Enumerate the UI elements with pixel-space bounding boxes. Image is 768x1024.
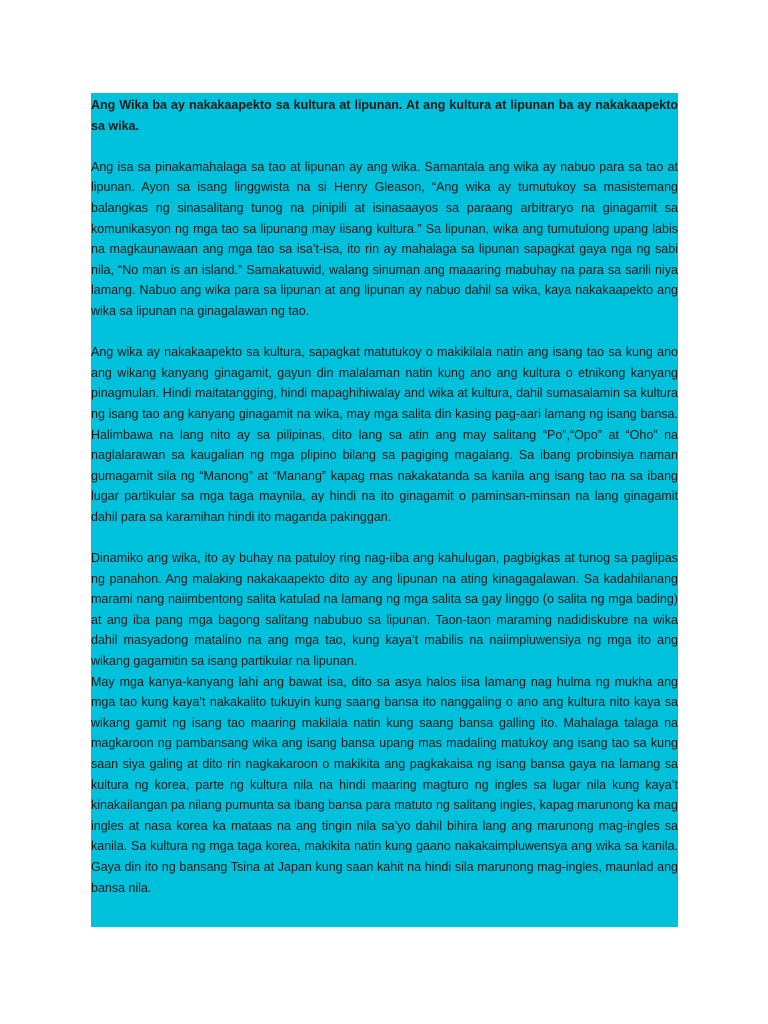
paragraph-spacer <box>91 136 678 157</box>
paragraph-spacer <box>91 322 678 343</box>
paragraph-spacer <box>91 527 678 548</box>
document-title: Ang Wika ba ay nakakaapekto sa kultura at lipunan. At ang kultura at lipunan ba ay nakakaapekto sa wika. <box>91 98 678 133</box>
paragraph-1: Ang isa sa pinakamahalaga sa tao at lipunan ay ang wika. Samantala ang wika ay nabuo para sa tao at lipunan. Ayon sa isang linggwista na si Henry Gleason, “Ang wika ay tumutukoy sa masistemang balangkas ng sinasalitang tunog na pinipili at isinasaayos sa paraang arbitraryo na ginagamit sa komunikasyon ng mga tao sa lipunang may iisang kultura.” Sa lipunan, wika ang tumutulong upang labis na magkaunawaan ang mga tao sa isa’t-isa, ito rin ay mahalaga sa lipunan sapagkat gaya nga ng sabi nila, “No man is an island.” Samakatuwid, walang sinuman ang maaaring mabuhay na para sa sarili niya lamang. Nabuo ang wika para sa lipunan at ang lipunan ay nabuo dahil sa wika, kaya nakakaapekto ang wika sa lipunan na ginagalawan ng tao. <box>91 159 678 318</box>
document-text-block <box>91 93 678 927</box>
paragraph-3: Dinamiko ang wika, ito ay buhay na patuloy ring nag-iiba ang kahulugan, pagbigkas at tunog sa paglipas ng panahon. Ang malaking nakakaapekto dito ay ang lipunan na ating kinagagalawan. Sa kadahilanang marami nang naiimbentong salita katulad na lamang ng mga salita sa gay linggo (o salita ng mga bading) at ang iba pang mga bagong salitang nabubuo sa lipunan. Taon-taon maraming nadidiskubre na wika dahil masyadong matalino na ang mga tao, kung kaya’t mabilis na naiimpluwensiya ng mga ito ang wikang gagamitin sa isang partikular na lipunan. <box>91 551 678 669</box>
paragraph-2: Ang wika ay nakakaapekto sa kultura, sapagkat matutukoy o makikilala natin ang isang tao sa kung ano ang wikang kanyang ginagamit, gayun din malalaman natin kung ano ang kultura o etnikong kanyang pinagmulan. Hindi maitatangging, hindi mapaghihiwalay and wika at kultura, dahil sumasalamin sa kultura ng isang tao ang kanyang ginagamit na wika, may mga salita din kasing pag-aari lamang ng isang bansa. Halimbawa na lang nito ay sa pilipinas, dito lang sa atin ang may salitang “Po”,“Opo” at “Oho” na naglalarawan sa kaugalian ng mga plipino bilang sa pagiging magalang. Sa ibang probinsiya naman gumagamit sila ng “Manong” at “Manang” kapag mas nakakatanda sa kanila ang isang tao na sa ibang lugar partikular sa mga taga maynila, ay hindi na ito ginagamit o paminsan-minsan na lang ginagamit dahil para sa karamihan hindi ito maganda pakinggan. <box>91 345 678 524</box>
paragraph-4: May mga kanya-kanyang lahi ang bawat isa, dito sa asya halos iisa lamang nag hulma ng mukha ang mga tao kung kaya’t nakakalito tukuyin kung saang bansa ito nanggaling o ano ang kultura nito kaya sa wikang gamit ng isang tao maaring makilala natin kung saang bansa galling ito. Mahalaga talaga na magkaroon ng pambansang wika ang isang bansa upang mas madaling matukoy ang isang tao sa kung saan siya galing at dito rin nagkakaroon o makikita ang pagkakaisa ng isang bansa gaya na lamang sa kultura ng korea, parte ng kultura nila na hindi maaring magturo ng ingles sa lugar nila kung kaya’t kinakailangan pa nilang pumunta sa ibang bansa para matuto ng salitang ingles, kapag marunong ka mag ingles at nasa korea ka mataas na ang tingin nila sa’yo dahil bihira lang ang marunong mag-ingles sa kanila. Sa kultura ng mga taga korea, makikita natin kung gaano nakakaimpluwensya ang wika sa kanila. Gaya din ito ng bansang Tsina at Japan kung saan kahit na hindi sila marunong mag-ingles, maunlad ang bansa nila. <box>91 674 678 895</box>
